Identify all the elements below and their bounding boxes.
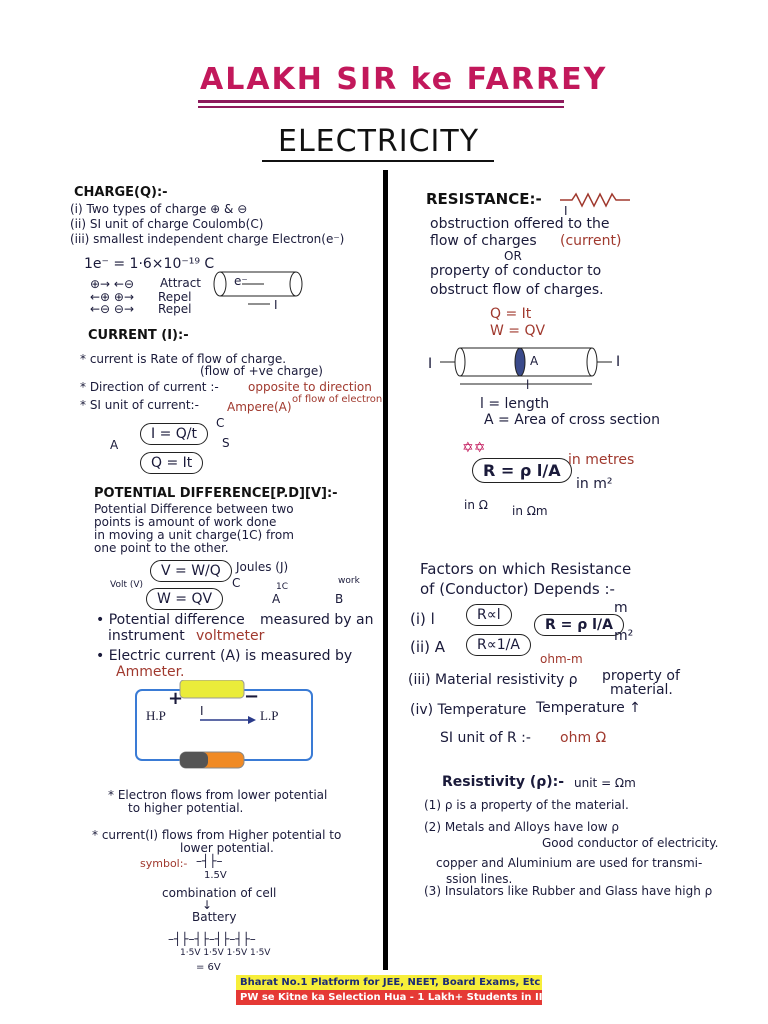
current-out-label: I xyxy=(616,354,621,370)
one-c-label: 1C xyxy=(276,582,289,592)
pd-bullet: instrument xyxy=(108,628,185,644)
battery-symbol-icon: –┤├–┤├–┤├–┤├– xyxy=(168,932,256,946)
hp-label: H.P xyxy=(146,708,166,723)
note-line: to higher potential. xyxy=(128,801,244,815)
pd-heading: POTENTIAL DIFFERENCE[P.D][V]:- xyxy=(94,486,338,501)
resistivity-line: copper and Aluminium are used for transmi- xyxy=(436,856,703,870)
resistivity-heading: Resistivity (ρ):- xyxy=(442,774,565,790)
minus-terminal: − xyxy=(244,686,260,707)
pd-line: points is amount of work done xyxy=(94,515,277,529)
symbol-label: symbol:- xyxy=(140,857,188,870)
current-line: * current is Rate of flow of charge. xyxy=(80,352,287,366)
factor-item: (iv) Temperature xyxy=(410,702,527,718)
current-line: Ampere(A) xyxy=(227,400,292,414)
resistivity-unit: unit = Ωm xyxy=(574,776,636,790)
unit-label: in Ω xyxy=(464,498,488,512)
resistance-line: (current) xyxy=(560,233,622,249)
charge-line: (iii) smallest independent charge Electron(e⁻) xyxy=(70,232,345,246)
resistance-equation: Q = It xyxy=(490,306,532,322)
factor-formula: R = ρ l/A xyxy=(534,614,624,636)
pd-bullet: measured by an xyxy=(260,612,374,628)
resistivity-line: Good conductor of electricity. xyxy=(542,836,719,850)
current-line: opposite to direction xyxy=(248,380,372,394)
pd-line: one point to the other. xyxy=(94,541,229,555)
note-line: lower potential. xyxy=(180,841,274,855)
si-unit-label: SI unit of R :- xyxy=(440,730,531,746)
down-arrow-icon: ↓ xyxy=(202,898,213,912)
charge-symbols: ⊕→ ←⊖ xyxy=(90,277,135,291)
note-line: * current(I) flows from Higher potential to xyxy=(92,828,342,842)
factor-item: (ii) A xyxy=(410,638,446,656)
current-formula: Q = It xyxy=(140,452,203,474)
pd-line: Potential Difference between two xyxy=(94,502,294,516)
charge-heading: CHARGE(Q):- xyxy=(74,185,168,200)
conductor-cylinder-icon xyxy=(212,268,304,312)
unit-label: Volt (V) xyxy=(110,580,144,590)
current-line: of flow of electron xyxy=(292,394,383,405)
subtitle-underline xyxy=(262,160,494,162)
repel-label: Repel xyxy=(158,302,192,316)
current-line: (flow of +ve charge) xyxy=(200,364,323,378)
unit-label: Joules (J) xyxy=(236,560,289,574)
lp-label: L.P xyxy=(260,708,279,723)
resistance-line: obstruction offered to the xyxy=(430,216,610,232)
combo-label: combination of cell xyxy=(162,886,277,900)
si-unit-value: ohm Ω xyxy=(560,730,607,746)
current-arrow-label: I xyxy=(200,704,204,718)
circuit-diagram-icon xyxy=(130,680,320,776)
attract-label: Attract xyxy=(160,276,201,290)
factor-note: material. xyxy=(610,682,673,698)
length-label: l xyxy=(526,378,530,392)
charge-symbols: ←⊕ ⊕→ xyxy=(90,290,135,304)
unit-label: m² xyxy=(614,628,634,644)
work-label: work xyxy=(338,576,360,586)
plus-terminal: + xyxy=(168,688,184,709)
cell-voltage: 1.5V xyxy=(204,870,227,881)
pd-bullet: • Potential difference xyxy=(96,612,245,628)
charge-line: (ii) SI unit of charge Coulomb(C) xyxy=(70,217,264,231)
title-underline xyxy=(198,106,564,108)
charge-symbols: ←⊖ ⊖→ xyxy=(90,302,135,316)
cylinder-current-label: I xyxy=(274,298,278,312)
resistance-heading: RESISTANCE:- xyxy=(426,190,542,208)
footer-banner: PW se Kitne ka Selection Hua - 1 Lakh+ Students in IIT JEE & NEET xyxy=(236,990,542,1005)
battery-total: = 6V xyxy=(196,962,221,973)
footer-banner: Bharat No.1 Platform for JEE, NEET, Board Exams, Etc xyxy=(236,975,542,990)
factor-note: Temperature ↑ xyxy=(536,700,641,716)
resistivity-line: (1) ρ is a property of the material. xyxy=(424,798,629,812)
note-line: * Electron flows from lower potential xyxy=(108,788,328,802)
factors-heading: of (Conductor) Depends :- xyxy=(420,580,615,598)
unit-label: in metres xyxy=(568,452,635,468)
resistance-formula: R = ρ l/A xyxy=(472,458,572,483)
title-underline xyxy=(198,100,564,103)
definition-line: l = length xyxy=(480,396,550,412)
charge-equation: 1e⁻ = 1·6×10⁻¹⁹ C xyxy=(84,256,215,272)
factor-note: property of xyxy=(602,668,680,684)
battery-label: Battery xyxy=(192,910,237,924)
factor-item: (iii) Material resistivity ρ xyxy=(408,672,578,688)
factor-formula: R∝l xyxy=(466,604,512,626)
unit-label: in m² xyxy=(576,476,613,492)
factors-heading: Factors on which Resistance xyxy=(420,560,632,578)
repel-label: Repel xyxy=(158,290,192,304)
current-in-label: I xyxy=(428,356,433,372)
current-line: * Direction of current :- xyxy=(80,380,219,394)
resistor-symbol-icon xyxy=(560,192,632,214)
unit-label: in Ωm xyxy=(512,504,548,518)
page-subtitle: ELECTRICITY xyxy=(278,124,480,159)
area-label: A xyxy=(530,354,539,368)
star-icon: ✡✡ xyxy=(462,440,486,456)
resistivity-line: ssion lines. xyxy=(446,872,513,886)
cylinder-electron-label: e⁻ xyxy=(234,274,248,288)
unit-label: C xyxy=(216,416,225,430)
point-a-label: A xyxy=(272,592,281,606)
pd-bullet: voltmeter xyxy=(196,628,265,644)
resistivity-line: (3) Insulators like Rubber and Glass have high ρ xyxy=(424,884,713,898)
pd-line: in moving a unit charge(1C) from xyxy=(94,528,294,542)
current-line: * SI unit of current:- xyxy=(80,398,199,412)
charge-line: (i) Two types of charge ⊕ & ⊖ xyxy=(70,202,248,216)
resistance-line: property of conductor to xyxy=(430,263,602,279)
factor-item: (i) l xyxy=(410,610,435,628)
cell-symbol-icon: –┤├– xyxy=(196,854,223,868)
unit-label: C xyxy=(232,576,241,590)
resistor-current-label: I xyxy=(564,204,568,218)
page-title: ALAKH SIR ke FARREY xyxy=(200,62,608,97)
current-formula: I = Q/t xyxy=(140,423,208,445)
current-heading: CURRENT (I):- xyxy=(88,328,189,343)
column-divider xyxy=(383,170,388,970)
pd-bullet: • Electric current (A) is measured by xyxy=(96,648,353,664)
point-b-label: B xyxy=(335,592,344,606)
cell-voltages: 1·5V 1·5V 1·5V 1·5V xyxy=(180,948,271,958)
factor-formula: R∝1/A xyxy=(466,634,531,656)
or-label: OR xyxy=(504,249,522,263)
definition-line: A = Area of cross section xyxy=(484,412,660,428)
unit-label: A xyxy=(110,438,119,452)
unit-label: S xyxy=(222,436,230,450)
resistance-line: obstruct flow of charges. xyxy=(430,282,604,298)
unit-label: ohm-m xyxy=(540,652,583,666)
resistance-line: flow of charges xyxy=(430,233,537,249)
resistivity-line: (2) Metals and Alloys have low ρ xyxy=(424,820,619,834)
unit-label: m xyxy=(614,600,628,616)
pd-formula: W = QV xyxy=(146,588,223,610)
resistance-equation: W = QV xyxy=(490,323,546,339)
pd-formula: V = W/Q xyxy=(150,560,232,582)
pd-bullet: Ammeter. xyxy=(116,664,185,680)
